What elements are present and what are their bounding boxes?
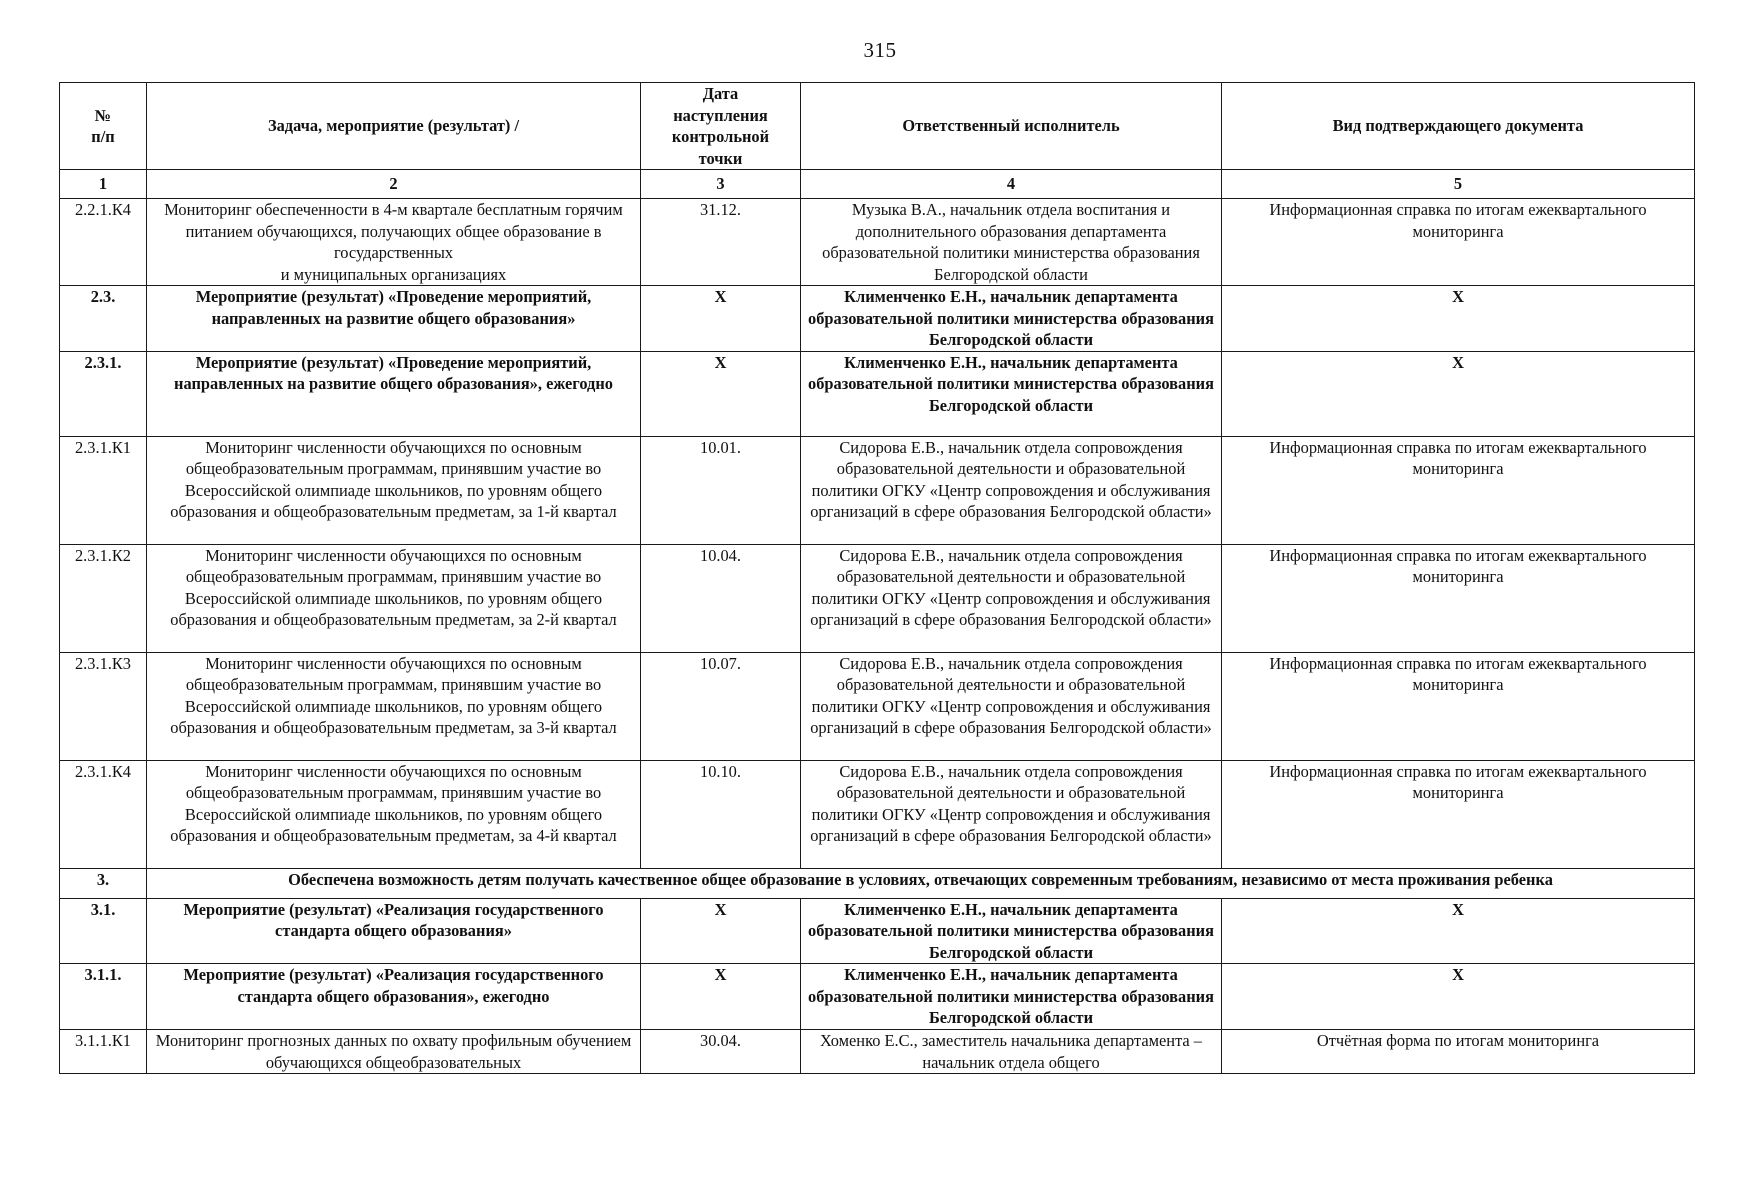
row-responsible: Клименченко Е.Н., начальник департамента образовательной политики министерства образования Белгородской области [801,286,1222,352]
table-row [60,436,1695,544]
row-task: Мониторинг численности обучающихся по основным общеобразовательным программам, принявшим участие во Всероссийской олимпиаде школьников, по уровням общего образования и общеобразовательным предметам, за 4-й квартал [147,760,641,868]
row-number: 3.1.1. [60,964,147,1030]
row-task: Мероприятие (результат) «Проведение мероприятий, направленных на развитие общего образования», ежегодно [147,351,641,436]
row-date: X [641,964,801,1030]
row-doc: X [1222,351,1695,436]
row-doc: X [1222,898,1695,964]
row-number: 3. [60,868,147,898]
header-doc-text: Вид подтверждающего документа [1332,116,1584,136]
page-number: 315 [863,38,897,62]
row-doc: Информационная справка по итогам ежеквартального мониторинга [1222,652,1695,760]
row-number: 2.3. [60,286,147,352]
row-date: 31.12. [641,199,801,286]
row-number: 2.3.1.К3 [60,652,147,760]
row-date: X [641,351,801,436]
row-task: Мониторинг обеспеченности в 4-м квартале бесплатным горячим питанием обучающихся, получающих общее образование в государственных и муниципальных организациях [147,199,641,286]
header-responsible [801,83,1222,170]
row-number: 2.3.1.К1 [60,436,147,544]
row-task: Мониторинг прогнозных данных по охвату профильным обучением обучающихся общеобразовательных [147,1030,641,1074]
column-numbers-row [60,170,1695,199]
row-responsible: Клименченко Е.Н., начальник департамента образовательной политики министерства образования Белгородской области [801,351,1222,436]
header-doc [1222,83,1695,170]
col-number: 4 [801,170,1222,199]
row-date: X [641,898,801,964]
row-date: 10.04. [641,544,801,652]
header-task [147,83,641,170]
row-task: Мероприятие (результат) «Проведение мероприятий, направленных на развитие общего образования» [147,286,641,352]
table-row [60,760,1695,868]
table-row [60,652,1695,760]
row-number: 2.3.1. [60,351,147,436]
row-number: 2.3.1.К4 [60,760,147,868]
row-task: Мониторинг численности обучающихся по основным общеобразовательным программам, принявшим участие во Всероссийской олимпиаде школьников, по уровням общего образования и общеобразовательным предметам, за 3-й квартал [147,652,641,760]
row-task: Мониторинг численности обучающихся по основным общеобразовательным программам, принявшим участие во Всероссийской олимпиаде школьников, по уровням общего образования и общеобразовательным предметам, за 2-й квартал [147,544,641,652]
row-responsible: Сидорова Е.В., начальник отдела сопровождения образовательной деятельности и образовательной политики ОГКУ «Центр сопровождения и обслуживания организаций в сфере образования Белгородской области» [801,652,1222,760]
table-row [60,964,1695,1030]
row-date: X [641,286,801,352]
row-section-text: Обеспечена возможность детям получать качественное общее образование в условиях, отвечающих современным требованиям, независимо от места проживания ребенка [147,868,1695,898]
row-doc: Информационная справка по итогам ежеквартального мониторинга [1222,199,1695,286]
row-date: 30.04. [641,1030,801,1074]
header-responsible-text: Ответственный исполнитель [902,116,1120,136]
header-task-text: Задача, мероприятие (результат) / [267,116,520,136]
header-row [60,83,1695,170]
row-number: 3.1. [60,898,147,964]
col-number: 5 [1222,170,1695,199]
header-date-text: Дата наступления контрольной точки [671,84,770,168]
row-responsible: Клименченко Е.Н., начальник департамента образовательной политики министерства образования Белгородской области [801,964,1222,1030]
row-date: 10.10. [641,760,801,868]
table-row [60,286,1695,352]
row-task: Мероприятие (результат) «Реализация государственного стандарта общего образования», ежегодно [147,964,641,1030]
header-num [60,83,147,170]
row-task: Мероприятие (результат) «Реализация государственного стандарта общего образования» [147,898,641,964]
row-date: 10.07. [641,652,801,760]
col-number: 1 [60,170,147,199]
row-date: 10.01. [641,436,801,544]
row-number: 2.3.1.К2 [60,544,147,652]
control-points-table [59,82,1695,1074]
row-number: 2.2.1.К4 [60,199,147,286]
row-doc: X [1222,286,1695,352]
table-row [60,351,1695,436]
table-row [60,898,1695,964]
row-responsible: Сидорова Е.В., начальник отдела сопровождения образовательной деятельности и образовательной политики ОГКУ «Центр сопровождения и обслуживания организаций в сфере образования Белгородской области» [801,436,1222,544]
row-doc: X [1222,964,1695,1030]
row-responsible: Сидорова Е.В., начальник отдела сопровождения образовательной деятельности и образовательной политики ОГКУ «Центр сопровождения и обслуживания организаций в сфере образования Белгородской области» [801,760,1222,868]
table-row [60,544,1695,652]
header-date [641,83,801,170]
table-row-section [60,868,1695,898]
row-responsible: Музыка В.А., начальник отдела воспитания и дополнительного образования департамента образовательной политики министерства образования Белгородской области [801,199,1222,286]
row-doc: Отчётная форма по итогам мониторинга [1222,1030,1695,1074]
table-row [60,199,1695,286]
col-number: 3 [641,170,801,199]
row-doc: Информационная справка по итогам ежеквартального мониторинга [1222,436,1695,544]
table-row [60,1030,1695,1074]
row-number: 3.1.1.К1 [60,1030,147,1074]
header-num-text: № п/п [91,105,115,146]
row-doc: Информационная справка по итогам ежеквартального мониторинга [1222,760,1695,868]
col-number: 2 [147,170,641,199]
row-responsible: Хоменко Е.С., заместитель начальника департамента – начальник отдела общего [801,1030,1222,1074]
row-task: Мониторинг численности обучающихся по основным общеобразовательным программам, принявшим участие во Всероссийской олимпиаде школьников, по уровням общего образования и общеобразовательным предметам, за 1-й квартал [147,436,641,544]
row-doc: Информационная справка по итогам ежеквартального мониторинга [1222,544,1695,652]
row-responsible: Сидорова Е.В., начальник отдела сопровождения образовательной деятельности и образовательной политики ОГКУ «Центр сопровождения и обслуживания организаций в сфере образования Белгородской области» [801,544,1222,652]
row-responsible: Клименченко Е.Н., начальник департамента образовательной политики министерства образования Белгородской области [801,898,1222,964]
